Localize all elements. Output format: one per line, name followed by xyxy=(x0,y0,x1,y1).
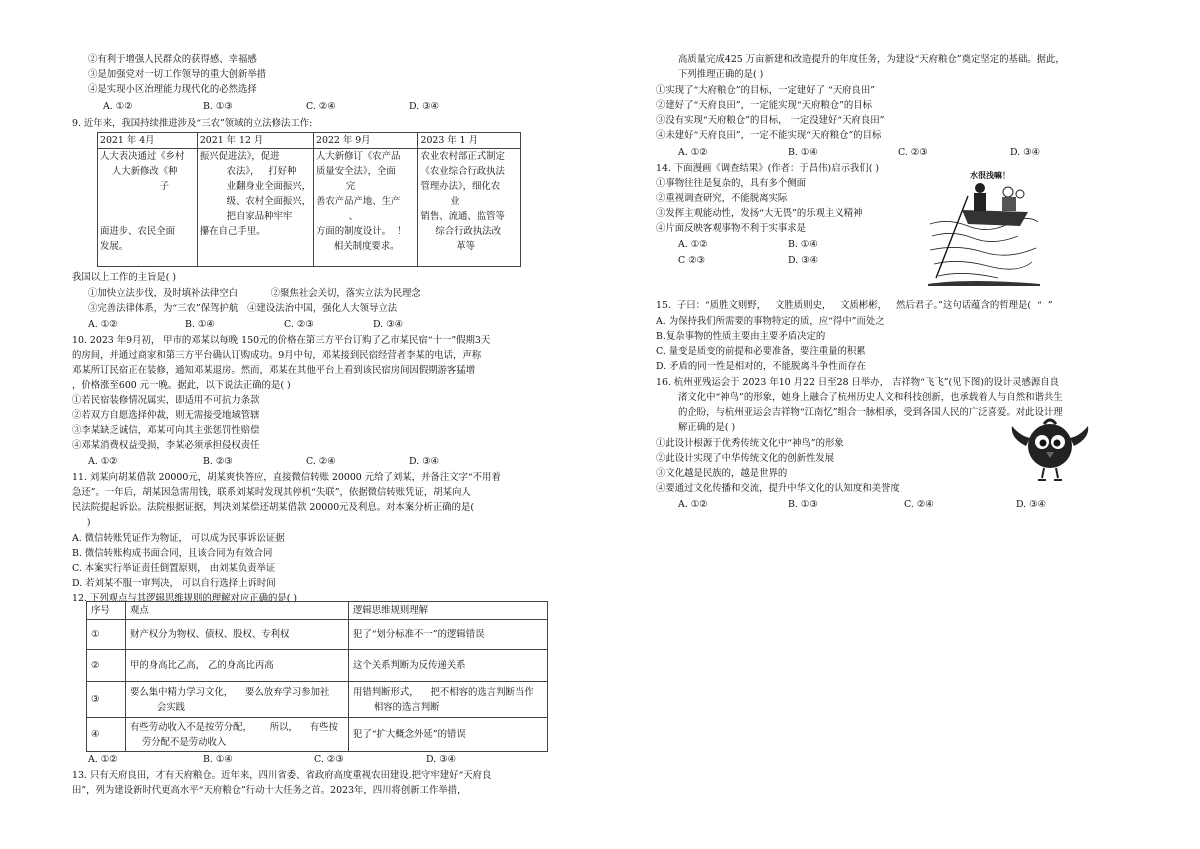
q10-line: ，价格涨至600 元一晚。据此，以下说法正确的是( ) xyxy=(72,380,291,391)
q13-line: 13. 只有天府良田，才有天府粮仓。近年来，四川省委、省政府高度重视农田建设.把守牢建好“天府良 xyxy=(72,770,492,781)
q15-stem: 15. 子曰：“质胜文则野， 文胜质则史， 文质彬彬， 然后君子。”这句话蕴含的哲理是( “ ” xyxy=(656,300,1053,311)
q11-option-c: C. 本案实行举证责任倒置原则， 由刘某负责举证 xyxy=(72,563,276,574)
q16-choice-d: D. ③④ xyxy=(1016,499,1046,510)
q9-options-1: ①加快立法步伐，及时填补法律空白 ②聚焦社会关切，落实立法为民理念 xyxy=(88,288,421,299)
q9-header: 2021 年 12 月 xyxy=(197,133,313,149)
q11-option-a: A. 微信转账凭证作为物证， 可以成为民事诉讼证据 xyxy=(72,533,285,544)
q9-choice-b: B. ①④ xyxy=(185,319,215,330)
prev-option-3: ③是加强党对一切工作领导的重大创新举措 xyxy=(88,69,267,80)
q16-line: 渚文化中“神鸟”的形象，她身上融合了杭州历史人文和科技创新，也承载着人与自然和谐共生 xyxy=(678,392,1063,403)
q12-header: 观点 xyxy=(126,602,349,620)
q9-options-2: ③完善法律体系，为“三农”保驾护航 ④建设法治中国，强化人大领导立法 xyxy=(88,303,398,314)
q12-cell: 犯了“扩大概念外延”的错误 xyxy=(349,718,548,752)
q14-option: ④片面反映客观事物不利于实事求是 xyxy=(656,223,807,234)
q15-option-b: B.复杂事物的性质主要由主要矛盾决定的 xyxy=(656,331,826,342)
q9-cell: 人大表决通过《乡村 人大新修改《种 子 面进步、农民全面 发展。 xyxy=(98,149,198,267)
q16-line: 16. 杭州亚残运会于 2023 年10 月22 日至28 日举办， 吉祥物“飞飞”(见下图)的设计灵感源自良 xyxy=(656,377,1059,388)
q10-option: ④邓某消费权益受损，李某必须承担侵权责任 xyxy=(72,440,260,451)
q9-cell: 振兴促进法》，促进 农法》， 打好种 业翻身业全面振兴， 级、农村全面振兴， 把自家品种牢牢 攥在自己手里。 xyxy=(197,149,313,267)
q16-option: ②此设计实现了中华传统文化的创新性发展 xyxy=(656,453,835,464)
q9-question: 我国以上工作的主旨是( ) xyxy=(72,272,177,283)
q10-option: ①若民宿装修情况属实，即适用不可抗力条款 xyxy=(72,395,260,406)
q13-cont-line: 高质量完成425 万亩新建和改造提升的年度任务，为建设“天府粮仓”奠定坚定的基础。据此， xyxy=(678,54,1065,65)
q10-choice-a: A. ①② xyxy=(88,456,118,467)
q9-cell: 农业农村部正式制定 《农业综合行政执法 管理办法》，细化农 业 销售、流通、监管等 综合行政执法改 革等 xyxy=(418,149,521,267)
prev-choice-a: A. ①② xyxy=(103,101,133,112)
q12-header: 序号 xyxy=(87,602,126,620)
q12-choice-b: B. ①④ xyxy=(203,754,233,765)
q16-option: ④要通过文化传播和交流，提升中华文化的认知度和美誉度 xyxy=(656,483,900,494)
q10-line: 邓某所订民宿正在装修，通知邓某退房。然而，邓某在其他平台上看到该民宿房间因假期游客猛增 xyxy=(72,365,476,376)
q9-choice-d: D. ③④ xyxy=(373,319,403,330)
q16-option: ①此设计根源于优秀传统文化中“神鸟”的形象 xyxy=(656,438,844,449)
q12-cell: ① xyxy=(87,620,126,650)
q12-stem: 12. 下列观点与其逻辑思维规则的理解对应正确的是( ) xyxy=(72,593,298,604)
q13-line: 田”，列为建设新时代更高水平“天府粮仓”行动十大任务之首。2023年，四川将创新工作举措， xyxy=(72,785,467,796)
q12-cell: 要么集中精力学习文化， 要么放弃学习参加社 会实践 xyxy=(126,682,349,718)
prev-option-2: ②有利于增强人民群众的获得感、幸福感 xyxy=(88,54,257,65)
q10-choice-c: C. ②④ xyxy=(306,456,336,467)
q11-line: 11. 刘某向胡某借款 20000元，胡某爽快答应，直接微信转账 20000 元给了刘某，并备注文字“不用着 xyxy=(72,472,501,483)
q16-line: 解正确的是( ) xyxy=(678,422,736,433)
q15-option-d: D. 矛盾的同一性是相对的，不能脱离斗争性而存在 xyxy=(656,361,867,372)
q12-cell: 这个关系判断为反传递关系 xyxy=(349,650,548,682)
q13-choice-a: A. ①② xyxy=(678,147,708,158)
q14-choice-a: A. ①② xyxy=(678,239,708,250)
q9-table xyxy=(97,132,521,267)
q12-cell: ② xyxy=(87,650,126,682)
q13-option: ③没有实现“天府粮仓”的目标， 一定没建好“天府良田” xyxy=(656,115,885,126)
q13-option: ④未建好“天府良田”，一定不能实现“天府粮仓”的目标 xyxy=(656,130,882,141)
q12-cell: 犯了“划分标准不一”的逻辑错误 xyxy=(349,620,548,650)
prev-choice-b: B. ①③ xyxy=(203,101,233,112)
q16-choice-b: B. ①③ xyxy=(788,499,818,510)
q12-choice-a: A. ①② xyxy=(88,754,118,765)
q15-option-c: C. 量变是质变的前提和必要准备，要注重量的积累 xyxy=(656,346,866,357)
q14-option: ③发挥主观能动性，发扬“大无畏”的乐观主义精神 xyxy=(656,208,863,219)
q12-cell: ③ xyxy=(87,682,126,718)
q14-choice-b: B. ①④ xyxy=(788,239,818,250)
q16-choice-a: A. ①② xyxy=(678,499,708,510)
q9-cell: 人大新修订《农产品 质量安全法》，全面 完 善农产品产地、生产 、 方面的制度设计。 ！ 相关制度要求。 xyxy=(314,149,418,267)
q9-header: 2021 年 4月 xyxy=(98,133,198,149)
q14-choice-c: C ②③ xyxy=(678,255,705,266)
q12-cell: 甲的身高比乙高， 乙的身高比丙高 xyxy=(126,650,349,682)
q15-option-a: A. 为保持我们所需要的事物特定的质，应“得中”而处之 xyxy=(656,316,885,327)
q12-cell: 财产权分为物权、债权、股权、专利权 xyxy=(126,620,349,650)
q10-choice-b: B. ②③ xyxy=(203,456,233,467)
cartoon-caption: 水很浅嘛！ xyxy=(970,170,1010,180)
q12-choice-d: D. ③④ xyxy=(426,754,456,765)
q16-option: ③文化越是民族的，越是世界的 xyxy=(656,468,788,479)
q14-stem: 14. 下面漫画《调查结果》(作者：于昌伟)启示我们( ) xyxy=(656,163,880,174)
q9-header: 2022 年 9月 xyxy=(314,133,418,149)
q13-option: ②建好了“天府良田”，一定能实现“天府粮仓”的目标 xyxy=(656,100,873,111)
prev-choice-c: C. ②④ xyxy=(306,101,336,112)
q11-option-d: D. 若刘某不服一审判决， 可以自行选择上诉时间 xyxy=(72,578,276,589)
q9-choice-c: C. ②③ xyxy=(284,319,314,330)
q10-option: ③李某缺乏诚信，邓某可向其主张惩罚性赔偿 xyxy=(72,425,260,436)
q13-choice-c: C. ②③ xyxy=(898,147,928,158)
q12-table xyxy=(86,601,548,752)
prev-choice-d: D. ③④ xyxy=(409,101,439,112)
q13-option: ①实现了“大府粮仓”的目标，一定建好了 “天府良田” xyxy=(656,85,876,96)
q14-option: ②重视调查研究，不能脱离实际 xyxy=(656,193,788,204)
q12-cell: ④ xyxy=(87,718,126,752)
q11-line: 民法院提起诉讼。法院根据证据，判决刘某偿还胡某借款 20000元及利息。对本案分析正确的是( xyxy=(72,502,475,513)
q11-line: ) xyxy=(72,517,91,528)
q11-option-b: B. 微信转账构成书面合同，且该合同为有效合同 xyxy=(72,548,273,559)
survey-cartoon-image xyxy=(928,166,1040,286)
q12-cell: 有些劳动收入不是按劳分配， 所以， 有些按 劳分配不是劳动收入 xyxy=(126,718,349,752)
mascot-feifei-image xyxy=(1008,416,1092,488)
q13-cont-line: 下列推理正确的是( ) xyxy=(678,69,764,80)
q9-stem: 9. 近年来，我国持续推进涉及“三农”领域的立法修法工作: xyxy=(72,118,313,129)
q13-choice-b: B. ①④ xyxy=(788,147,818,158)
q12-header: 逻辑思维规则理解 xyxy=(349,602,548,620)
q14-option: ①事物往往是复杂的，具有多个侧面 xyxy=(656,178,807,189)
q10-line: 10. 2023 年9月初， 甲市的邓某以每晚 150元的价格在第三方平台订购了乙市某民宿“十一”假期3天 xyxy=(72,335,491,346)
q10-choice-d: D. ③④ xyxy=(409,456,439,467)
q10-line: 的房间，并通过商家和第三方平台确认订购成功。9月中旬，邓某接到民宿经营者李某的电话，声称 xyxy=(72,350,482,361)
q12-cell: 用错判断形式， 把不相容的选言判断当作 相容的选言判断 xyxy=(349,682,548,718)
q16-choice-c: C. ②④ xyxy=(904,499,934,510)
q12-choice-c: C. ②③ xyxy=(314,754,344,765)
q10-option: ②若双方自愿选择仲裁，则无需接受地域管辖 xyxy=(72,410,260,421)
q13-choice-d: D. ③④ xyxy=(1010,147,1040,158)
q11-line: 急还”。一年后，胡某因急需用钱，联系刘某时发现其停机“失联”，依据微信转账凭证，胡某向人 xyxy=(72,487,471,498)
q16-line: 的企盼，与杭州亚运会吉祥物“江南忆”组合一脉相承，受到各国人民的广泛喜爱。对此设计理 xyxy=(678,407,1063,418)
q14-choice-d: D. ③④ xyxy=(788,255,818,266)
prev-option-4: ④是实现小区治理能力现代化的必然选择 xyxy=(88,84,257,95)
q9-choice-a: A. ①② xyxy=(88,319,118,330)
q9-header: 2023 年 1 月 xyxy=(418,133,521,149)
